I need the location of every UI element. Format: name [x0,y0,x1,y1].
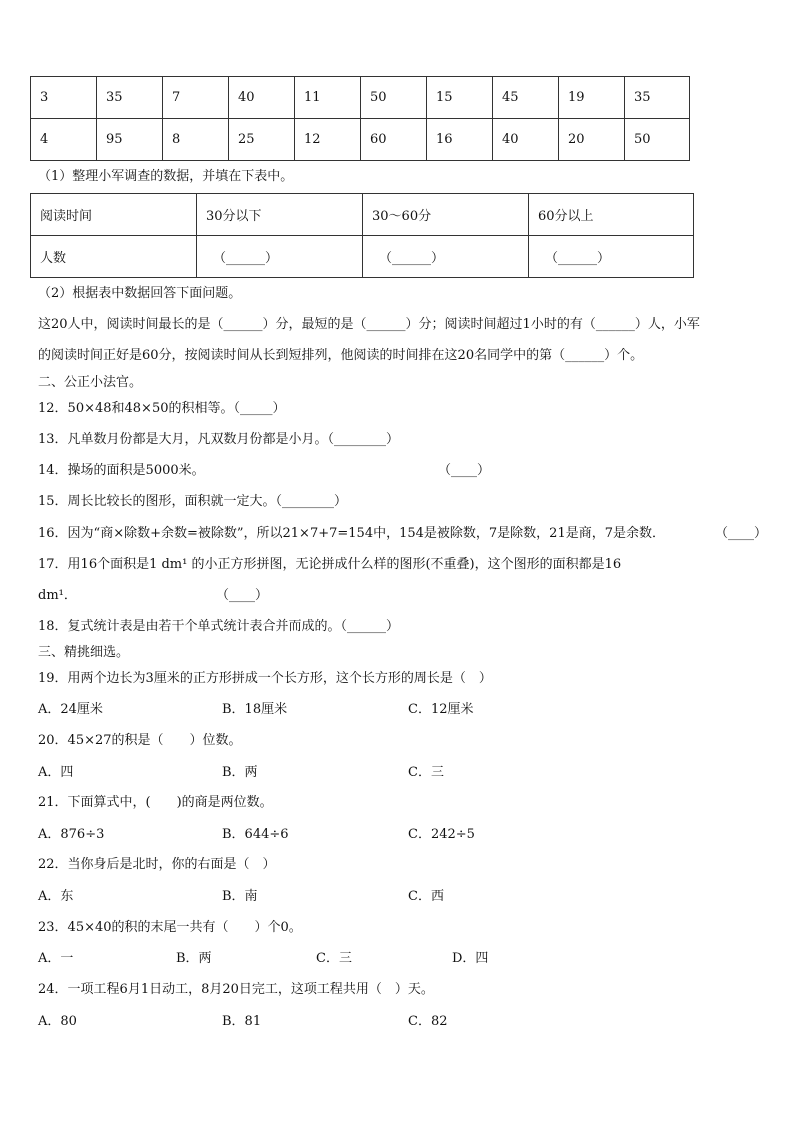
section-2-title: 二、公正小法官。 [38,375,143,390]
question-15: 15．周长比较长的图形，面积就一定大。（________） [38,494,348,509]
table-cell: 20 [559,119,625,161]
option-a[interactable]: A．东 [38,889,74,904]
table-cell: 50 [361,77,427,119]
option-c[interactable]: C．三 [408,765,444,780]
table-cell: 60 [361,119,427,161]
table-cell: 40 [229,77,295,119]
question-24: 24．一项工程6月1日动工，8月20日完工，这项工程共用（ ）天。 [38,982,434,997]
table-cell: 16 [427,119,493,161]
option-b[interactable]: B．644÷6 [222,827,289,842]
row-label: 人数 [31,236,197,278]
table-row [31,77,690,119]
option-a[interactable]: A．四 [38,765,74,780]
option-a[interactable]: A．一 [38,951,74,966]
option-c[interactable]: C．12厘米 [408,702,474,717]
table-header-cell: 30～60分 [363,194,529,236]
q2-line-1: 这20人中，阅读时间最长的是（______）分，最短的是（______）分；阅读时间超过1小时的有（______）人，小军 [38,317,700,332]
table-cell: 35 [97,77,163,119]
q1-caption: （1）整理小军调查的数据，并填在下表中。 [38,169,294,184]
q2-line-2: 的阅读时间正好是60分，按阅读时间从长到短排列，他阅读的时间排在这20名同学中的第（______）个。 [38,348,644,363]
option-c[interactable]: C．82 [408,1014,448,1029]
table-cell: 12 [295,119,361,161]
option-c[interactable]: C．西 [408,889,444,904]
question-17: 17．用16个面积是1 dm¹ 的小正方形拼图，无论拼成什么样的图形(不重叠)，这个图形的面积都是16 [38,557,622,572]
option-b[interactable]: B．两 [222,765,258,780]
option-b[interactable]: B．两 [176,951,212,966]
q2-caption: （2）根据表中数据回答下面问题。 [38,286,242,301]
answer-blank[interactable]: （______） [529,236,694,278]
option-d[interactable]: D．四 [452,951,489,966]
table-cell: 40 [493,119,559,161]
option-a[interactable]: A．876÷3 [38,827,105,842]
question-21: 21．下面算式中，( )的商是两位数。 [38,795,273,810]
question-17-cont: dm¹． [38,588,77,603]
table-cell: 95 [97,119,163,161]
question-13: 13．凡单数月份都是大月，凡双数月份都是小月。（________） [38,432,400,447]
table-cell: 45 [493,77,559,119]
reading-time-table [30,193,694,278]
question-19: 19．用两个边长为3厘米的正方形拼成一个长方形，这个长方形的周长是（ ） [38,671,492,686]
answer-blank[interactable]: （____） [216,588,269,603]
answer-blank[interactable]: （______） [197,236,363,278]
option-b[interactable]: B．81 [222,1014,262,1029]
table-cell: 19 [559,77,625,119]
table-cell: 11 [295,77,361,119]
option-c[interactable]: C．三 [316,951,352,966]
option-a[interactable]: A．80 [38,1014,77,1029]
question-14: 14．操场的面积是5000米。 [38,463,205,478]
table-header-row [31,194,694,236]
table-row [31,236,694,278]
table-cell: 35 [625,77,690,119]
table-cell: 15 [427,77,493,119]
table-cell: 8 [163,119,229,161]
option-a[interactable]: A．24厘米 [38,702,103,717]
question-18: 18．复式统计表是由若干个单式统计表合并而成的。（______） [38,619,400,634]
answer-blank[interactable]: （______） [363,236,529,278]
table-cell: 4 [31,119,97,161]
survey-data-table [30,76,690,161]
table-header-cell: 阅读时间 [31,194,197,236]
question-23: 23．45×40的积的末尾一共有（ ）个0。 [38,920,302,935]
table-header-cell: 30分以下 [197,194,363,236]
section-3-title: 三、精挑细选。 [38,645,130,660]
table-header-cell: 60分以上 [529,194,694,236]
answer-blank[interactable]: （____） [715,526,768,541]
table-cell: 25 [229,119,295,161]
question-22: 22．当你身后是北时，你的右面是（ ） [38,857,276,872]
table-cell: 50 [625,119,690,161]
table-cell: 7 [163,77,229,119]
question-16: 16．因为“商×除数+余数=被除数”，所以21×7+7=154中，154是被除数，7是除数，21是商，7是余数． [38,526,665,541]
question-20: 20．45×27的积是（ ）位数。 [38,733,242,748]
option-b[interactable]: B．南 [222,889,258,904]
answer-blank[interactable]: （____） [438,463,491,478]
table-cell: 3 [31,77,97,119]
option-b[interactable]: B．18厘米 [222,702,288,717]
question-12: 12．50×48和48×50的积相等。（_____） [38,401,286,416]
table-row [31,119,690,161]
option-c[interactable]: C．242÷5 [408,827,475,842]
